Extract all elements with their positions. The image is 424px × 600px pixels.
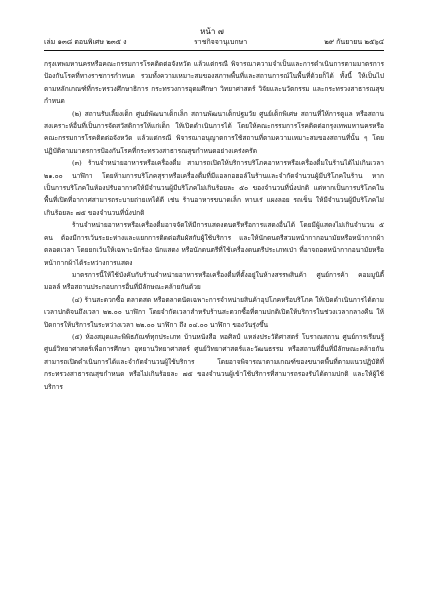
publication-name: ราชกิจจานุเบกษา xyxy=(194,38,248,46)
gazette-header xyxy=(44,36,384,48)
paragraph-item-3-performances: ร้านจำหน่ายอาหารหรือเครื่องดื่มอาจจัดให้มีการแสดงดนตรีหรือการแสดงอื่นได้ โดยมีผู้แสดงไม่เกินจำนวน ๕ คน ต้องมีการเว้นระยะห่างและแยกการติดต่อสัมผัสกับผู้ใช้บริการ และให้นักดนตรีสวมหน้ากากอนามัยหรือหน้ากากผ้าตลอดเวลา โดยยกเว้นให้เฉพาะนักร้อง นักแสดง หรือนักดนตรีที่ใช้เครื่องดนตรีประเภทเป่า ที่อาจถอดหน้ากากอนามัยหรือหน้ากากผ้าได้ระหว่างการแสดง xyxy=(44,221,384,267)
paragraph-item-3-scope: มาตรการนี้ให้ใช้บังคับกับร้านจำหน่ายอาหารหรือเครื่องดื่มที่ตั้งอยู่ในห้างสรรพสินค้า ศูนย์การค้า คอมมูนิตี้มอลล์ หรือสถานประกอบการอื่นที่มีลักษณะคล้ายกันด้วย xyxy=(44,270,384,292)
paragraph-item-3: (๓) ร้านจำหน่ายอาหารหรือเครื่องดื่ม สามารถเปิดให้บริการบริโภคอาหารหรือเครื่องดื่มในร้านได้ไม่เกินเวลา ๒๑.๐๐ นาฬิกา โดยห้ามการบริโภคสุราหรือเครื่องดื่มที่มีแอลกอฮอล์ในร้านและจำกัดจำนวนผู้มีบริโภคในร้าน หากเป็นการบริโภคในห้องปรับอากาศให้มีจำนวนผู้มีบริโภคไม่เกินร้อยละ ๕๐ ของจำนวนที่นั่งปกติ แต่หากเป็นการบริโภคในพื้นที่เปิดที่อากาศสามารถระบายถ่ายเทได้ดี เช่น ร้านอาหารขนาดเล็ก หาบเร่ แผงลอย รถเข็น ให้มีจำนวนผู้มีบริโภคไม่เกินร้อยละ ๗๕ ของจำนวนที่นั่งปกติ xyxy=(44,159,384,217)
paragraph-item-4: (๔) ร้านสะดวกซื้อ ตลาดสด หรือตลาดนัดเฉพาะการจำหน่ายสินค้าอุปโภคหรือบริโภค ให้เปิดดำเนินการได้ตามเวลาปกติจนถึงเวลา ๒๒.๐๐ นาฬิกา โดยจำกัดเวลาสำหรับร้านสะดวกซื้อที่ตามปกติเปิดให้บริการในช่วงเวลากลางคืน ให้ปิดการให้บริการในระหว่างเวลา ๒๒.๐๐ นาฬิกา ถึง ๐๔.๐๐ นาฬิกา ของวันรุ่งขึ้น xyxy=(44,295,384,329)
paragraph-item-5: (๕) ห้องสมุดและพิพิธภัณฑ์ทุกประเภท บ้านหนังสือ หอศิลป์ แหล่งประวัติศาสตร์ โบราณสถาน ศูนย์การเรียนรู้ ศูนย์วิทยาศาสตร์เพื่อการศึกษา อุทยานวิทยาศาสตร์ ศูนย์วิทยาศาสตร์และวัฒนธรรม หรือสถานที่อื่นที่มีลักษณะคล้ายกัน สามารถเปิดดำเนินการได้และจำกัดจำนวนผู้ใช้บริการ โดยอาจพิจารณาตามเกณฑ์ของขนาดพื้นที่ตามแนวปฏิบัติที่กระทรวงสาธารณสุขกำหนด หรือไม่เกินร้อยละ ๗๕ ของจำนวนผู้เข้าใช้บริการที่สามารถรองรับได้ตามปกติ และให้ผู้ใช้บริการ xyxy=(44,332,384,391)
volume-issue: เล่ม ๑๓๘ ตอนพิเศษ ๒๓๕ ง xyxy=(44,38,127,46)
paragraph-item-2: (๒) สถานรับเลี้ยงเด็ก ศูนย์พัฒนาเด็กเล็ก สถานพัฒนาเด็กปฐมวัย ศูนย์เด็กพิเศษ สถานที่ให้การดูแล หรือสถานสงเคราะห์อื่นที่เป็นการจัดสวัสดิการให้แก่เด็ก ให้เปิดดำเนินการได้ โดยให้คณะกรรมการโรคติดต่อกรุงเทพมหานครหรือคณะกรรมการโรคติดต่อจังหวัด แล้วแต่กรณี พิจารณาอนุญาตการใช้สถานที่ตามความเหมาะสมของสถานที่นั้น ๆ โดยปฏิบัติตามมาตรการป้องกันโรคที่กระทรวงสาธารณสุขกำหนดอย่างเคร่งครัด xyxy=(44,109,384,155)
header-divider xyxy=(44,50,384,51)
paragraph-continuation: กรุงเทพมหานครหรือคณะกรรมการโรคติดต่อจังหวัด แล้วแต่กรณี พิจารณาความจำเป็นและการดำเนินการตามมาตรการป้องกันโรคที่ทางราชการกำหนด รวมทั้งความเหมาะสมของสภาพพื้นที่และสถานการณ์ในพื้นที่ด้วยก็ได้ ทั้งนี้ ให้เป็นไปตามหลักเกณฑ์ที่กระทรวงศึกษาธิการ กระทรวงการอุดมศึกษา วิทยาศาสตร์ วิจัยและนวัตกรรม และกระทรวงสาธารณสุขกำหนด xyxy=(44,60,384,106)
document-body xyxy=(44,58,384,393)
page-number: หน้า ๗ xyxy=(200,27,224,36)
publication-date: ๒๙ กันยายน ๒๕๖๔ xyxy=(324,38,384,46)
